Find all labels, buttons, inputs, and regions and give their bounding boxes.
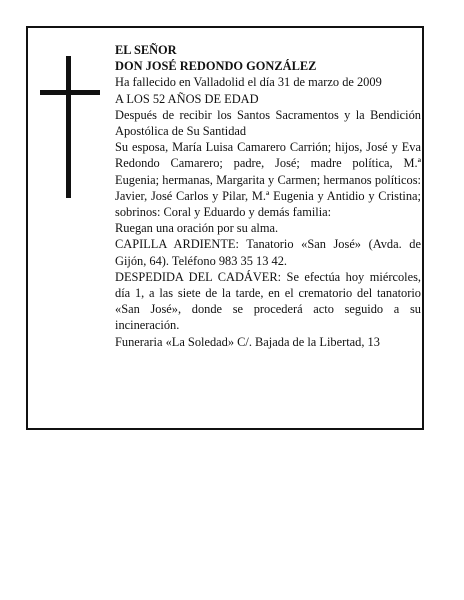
chapel-info: CAPILLA ARDIENTE: Tanatorio «San José» (Avda. de Gijón, 64). Teléfono 983 35 13 42. — [115, 237, 421, 268]
cross-icon — [40, 56, 100, 198]
farewell-info: DESPEDIDA DEL CADÁVER: Se efectúa hoy miércoles, día 1, a las siete de la tarde, en el crematorio del tanatorio «San José», donde se procederá acto seguido a su incineración. — [115, 269, 421, 333]
prayer-request: Ruegan una oración por su alma. — [115, 221, 279, 236]
obituary-notice — [26, 26, 424, 430]
cross-vertical-bar — [66, 56, 71, 198]
death-statement: Ha fallecido en Valladolid el día 31 de marzo de 2009 — [115, 75, 382, 90]
deceased-name: DON JOSÉ REDONDO GONZÁLEZ — [115, 59, 317, 74]
age-statement: A LOS 52 AÑOS DE EDAD — [115, 91, 259, 106]
notice-heading: EL SEÑOR — [115, 43, 177, 57]
funeral-home-info: Funeraria «La Soledad» C/. Bajada de la Libertad, 13 — [115, 334, 380, 349]
sacraments-statement: Después de recibir los Santos Sacramentos y la Bendición Apostólica de Su Santidad — [115, 107, 421, 139]
cross-horizontal-bar — [40, 90, 100, 95]
obituary-text — [115, 42, 421, 350]
family-list: Su esposa, María Luisa Camarero Carrión; hijos, José y Eva Redondo Camarero; padre, José; madre política, M.ª Eugenia; hermanas, Margarita y Carmen; hermanos políticos: Javier, José Carlos y Pilar, M.ª Eugenia y Antidio y Cristina; sobrinos: Coral y Eduardo y demás familia: — [115, 140, 421, 220]
